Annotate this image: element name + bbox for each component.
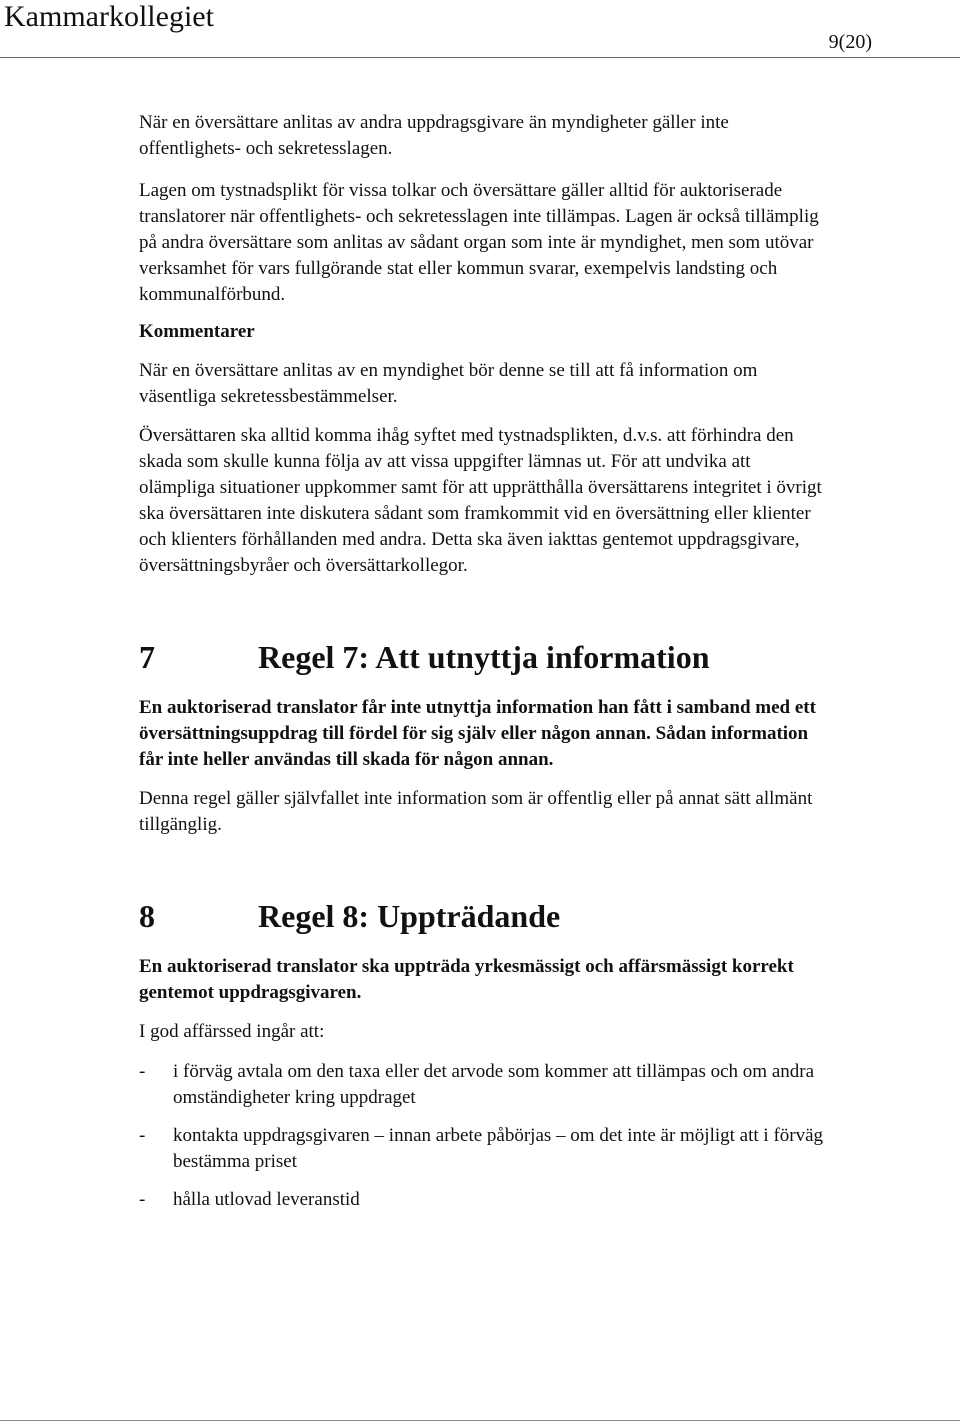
footer-divider bbox=[0, 1420, 960, 1421]
rule-statement: En auktoriserad translator får inte utnyttja information han fått i samband med ett översättningsuppdrag till fördel för sig själv eller någon annan. Sådan information får inte heller användas till skada för någon annan. bbox=[139, 697, 816, 770]
comments-heading: Kommentarer bbox=[139, 321, 255, 342]
rule-statement: En auktoriserad translator ska uppträda yrkesmässigt och affärsmässigt korrekt gentemot uppdragsgivaren. bbox=[139, 956, 794, 1003]
section-heading-8 bbox=[139, 896, 829, 936]
paragraph: I god affärssed ingår att: bbox=[139, 1021, 325, 1042]
list-item-text: hålla utlovad leveranstid bbox=[173, 1189, 360, 1210]
list-dash: - bbox=[139, 1125, 146, 1146]
paragraph: När en översättare anlitas av andra uppdragsgivare än myndigheter gäller inte offentlighets- och sekretesslagen. bbox=[139, 112, 729, 159]
section-number: 7 bbox=[139, 639, 155, 675]
page-number: 9(20) bbox=[828, 31, 872, 53]
list-dash: - bbox=[139, 1189, 146, 1210]
list-item bbox=[139, 1187, 829, 1213]
section-title: Regel 8: Uppträdande bbox=[258, 898, 561, 934]
list-dash: - bbox=[139, 1061, 146, 1082]
document-body bbox=[139, 110, 829, 1213]
list-item-text: i förväg avtala om den taxa eller det arvode som kommer att tillämpas och om andra omständigheter kring uppdraget bbox=[173, 1061, 815, 1108]
paragraph: Lagen om tystnadsplikt för vissa tolkar och översättare gäller alltid för auktoriserade translatorer när offentlighets- och sekretesslagen inte tillämpas. Lagen är också tillämplig på andra översättare som anlitas av sådant organ som inte är myndighet, men som utövar verksamhet för vars fullgörande stat eller kommun svarar, exempelvis landsting och kommunalförbund. bbox=[139, 180, 819, 305]
list-item bbox=[139, 1059, 829, 1111]
header-org-name: Kammarkollegiet bbox=[4, 0, 214, 33]
section-number: 8 bbox=[139, 898, 155, 934]
header-divider bbox=[0, 57, 960, 58]
paragraph: När en översättare anlitas av en myndighet bör denne se till att få information om väsentliga sekretessbestämmelser. bbox=[139, 360, 758, 407]
list-item bbox=[139, 1123, 829, 1175]
paragraph: Denna regel gäller självfallet inte information som är offentlig eller på annat sätt allmänt tillgänglig. bbox=[139, 788, 813, 835]
section-title: Regel 7: Att utnyttja information bbox=[258, 639, 710, 675]
section-heading-7 bbox=[139, 637, 829, 677]
paragraph: Översättaren ska alltid komma ihåg syftet med tystnadsplikten, d.v.s. att förhindra den skada som skulle kunna följa av att vissa uppgifter lämnas ut. För att undvika att olämpliga situationer uppkommer samt för att upprätthålla översättarens integritet i övrigt ska översättaren inte diskutera sådant som framkommit vid en översättning eller klienter och klienters förhållanden med andra. Detta ska även iakttas gentemot uppdragsgivare, översättningsbyråer och översättarkollegor. bbox=[139, 425, 822, 576]
list-item-text: kontakta uppdragsgivaren – innan arbete påbörjas – om det inte är möjligt att i förväg bestämma priset bbox=[173, 1125, 824, 1172]
business-practice-list bbox=[139, 1059, 829, 1213]
